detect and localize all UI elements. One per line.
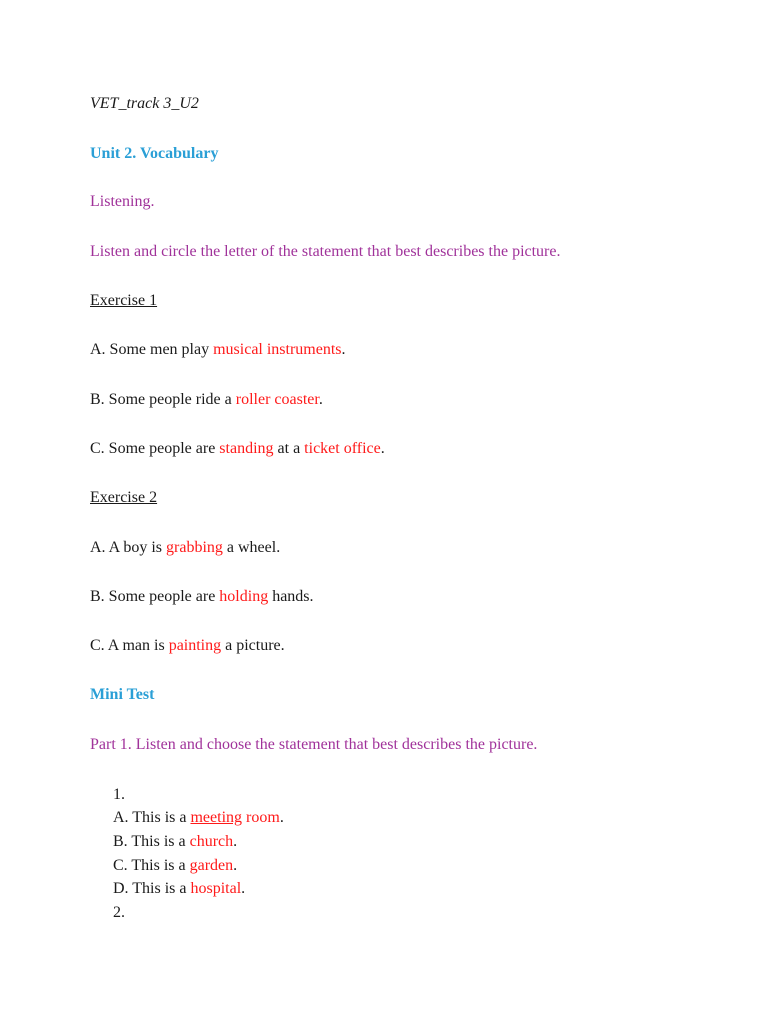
exercise2-option-a [90,538,280,558]
highlighted-word: ticket office [304,440,381,457]
option-text: B. Some people are [90,588,220,605]
option-text: . [233,857,238,874]
option-text: at a [273,440,305,457]
question-2-number: 2. [113,904,125,921]
option-text: . [341,341,346,358]
option-text: A. This is a [113,809,191,826]
highlighted-word: grabbing [166,539,223,556]
question-1-option-a [113,808,284,828]
exercise1-option-c [90,439,385,459]
highlighted-word: church [189,833,234,850]
option-text: C. Some people are [90,440,220,457]
option-text: hands. [268,588,314,605]
section-listening: Listening. [90,193,155,210]
highlighted-word: musical instruments [213,341,342,358]
highlighted-word: hospital [190,880,242,897]
option-text: . [318,391,323,408]
option-text: . [279,809,284,826]
option-text: C. A man is [90,637,169,654]
mini-test-heading: Mini Test [90,686,155,703]
highlighted-word: roller coaster [235,391,319,408]
option-text: a wheel. [222,539,281,556]
option-text: C. This is a [113,857,190,874]
highlighted-word: room [242,809,280,826]
highlighted-word: painting [168,637,222,654]
question-1-option-c [113,856,237,876]
option-text: A. A boy is [90,539,167,556]
exercise2-title: Exercise 2 [90,489,158,506]
highlighted-word: garden [189,857,234,874]
option-text: A. Some men play [90,341,214,358]
document-title: VET_track 3_U2 [90,95,199,112]
exercise1-title: Exercise 1 [90,292,158,309]
option-text: . [233,833,238,850]
highlighted-word: meeting [190,809,243,826]
unit-heading: Unit 2. Vocabulary [90,145,219,162]
part1-instruction: Part 1. Listen and choose the statement that best describes the picture. [90,736,538,753]
exercise1-option-b [90,390,323,410]
option-text: B. This is a [113,833,190,850]
question-1-option-d [113,879,245,899]
option-text: . [241,880,246,897]
exercise1-option-a [90,340,346,360]
option-text: a picture. [221,637,285,654]
question-1-number: 1. [113,786,125,803]
option-text: . [380,440,385,457]
highlighted-word: standing [219,440,274,457]
question-1-option-b [113,832,237,852]
exercise2-option-b [90,587,314,607]
option-text: D. This is a [113,880,191,897]
listening-instruction: Listen and circle the letter of the statement that best describes the picture. [90,243,561,260]
highlighted-word: holding [219,588,269,605]
option-text: B. Some people ride a [90,391,236,408]
exercise2-option-c [90,636,285,656]
